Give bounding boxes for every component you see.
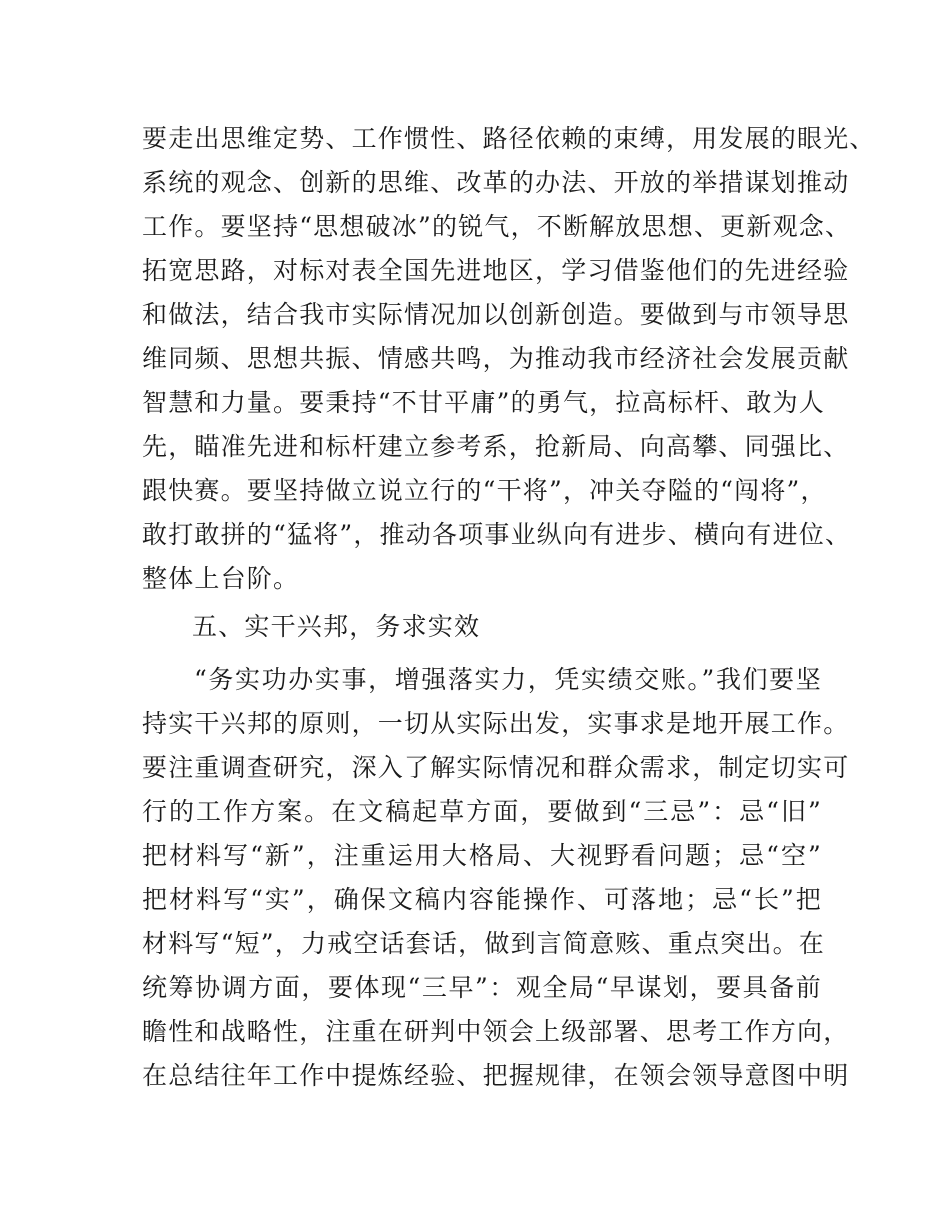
text-line: 材料写“短”，力戒空话套话，做到言简意赅、重点突出。在 <box>142 929 825 958</box>
text-line: 统筹协调方面，要体现“三早”：观全局“早谋划，要具备前 <box>142 973 822 1002</box>
text-line: 跟快赛。要坚持做立说立行的“干将”，冲关夺隘的“闯将”， <box>142 476 827 505</box>
text-line: 行的工作方案。在文稿起草方面，要做到“三忌”：忌“旧” <box>142 797 822 826</box>
text-line: 维同频、思想共振、情感共鸣，为推动我市经济社会发展贡献 <box>142 344 850 373</box>
text-line: “务实功办实事，增强落实力，凭实绩交账。”我们要坚 <box>194 665 822 694</box>
paragraph-1 <box>142 117 876 601</box>
text-line: 整体上台阶。 <box>142 564 300 593</box>
text-line: 把材料写“实”，确保文稿内容能操作、可落地；忌“长”把 <box>142 885 822 914</box>
text-line: 工作。要坚持“思想破冰”的锐气，不断解放思想、更新观念、 <box>142 212 852 241</box>
text-line: 系统的观念、创新的思维、改革的办法、开放的举措谋划推动 <box>142 168 850 197</box>
text-line: 敢打敢拼的“猛将”，推动各项事业纵向有进步、横向有进位、 <box>142 520 852 549</box>
text-line: 在总结往年工作中提炼经验、把握规律，在领会领导意图中明 <box>142 1061 850 1090</box>
text-line: 智慧和力量。要秉持“不甘平庸”的勇气，拉高标杆、敢为人 <box>142 388 825 417</box>
text-line: 先，瞄准先进和标杆建立参考系，抢新局、向高攀、同强比、 <box>142 432 850 461</box>
text-line: 瞻性和战略性，注重在研判中领会上级部署、思考工作方向， <box>142 1017 850 1046</box>
text-line: 拓宽思路，对标对表全国先进地区，学习借鉴他们的先进经验 <box>142 256 850 285</box>
text-line: 要注重调查研究，深入了解实际情况和群众需求，制定切实可 <box>142 753 850 782</box>
text-line: 持实干兴邦的原则，一切从实际出发，实事求是地开展工作。 <box>142 709 850 738</box>
text-line: 要走出思维定势、工作惯性、路径依赖的束缚，用发展的眼光、 <box>142 124 876 153</box>
text-line: 把材料写“新”，注重运用大格局、大视野看问题；忌“空” <box>142 841 822 870</box>
paragraph-2 <box>142 658 850 1098</box>
text-line: 和做法，结合我市实际情况加以创新创造。要做到与市领导思 <box>142 300 850 329</box>
section-heading: 五、实干兴邦，务求实效 <box>192 612 481 641</box>
